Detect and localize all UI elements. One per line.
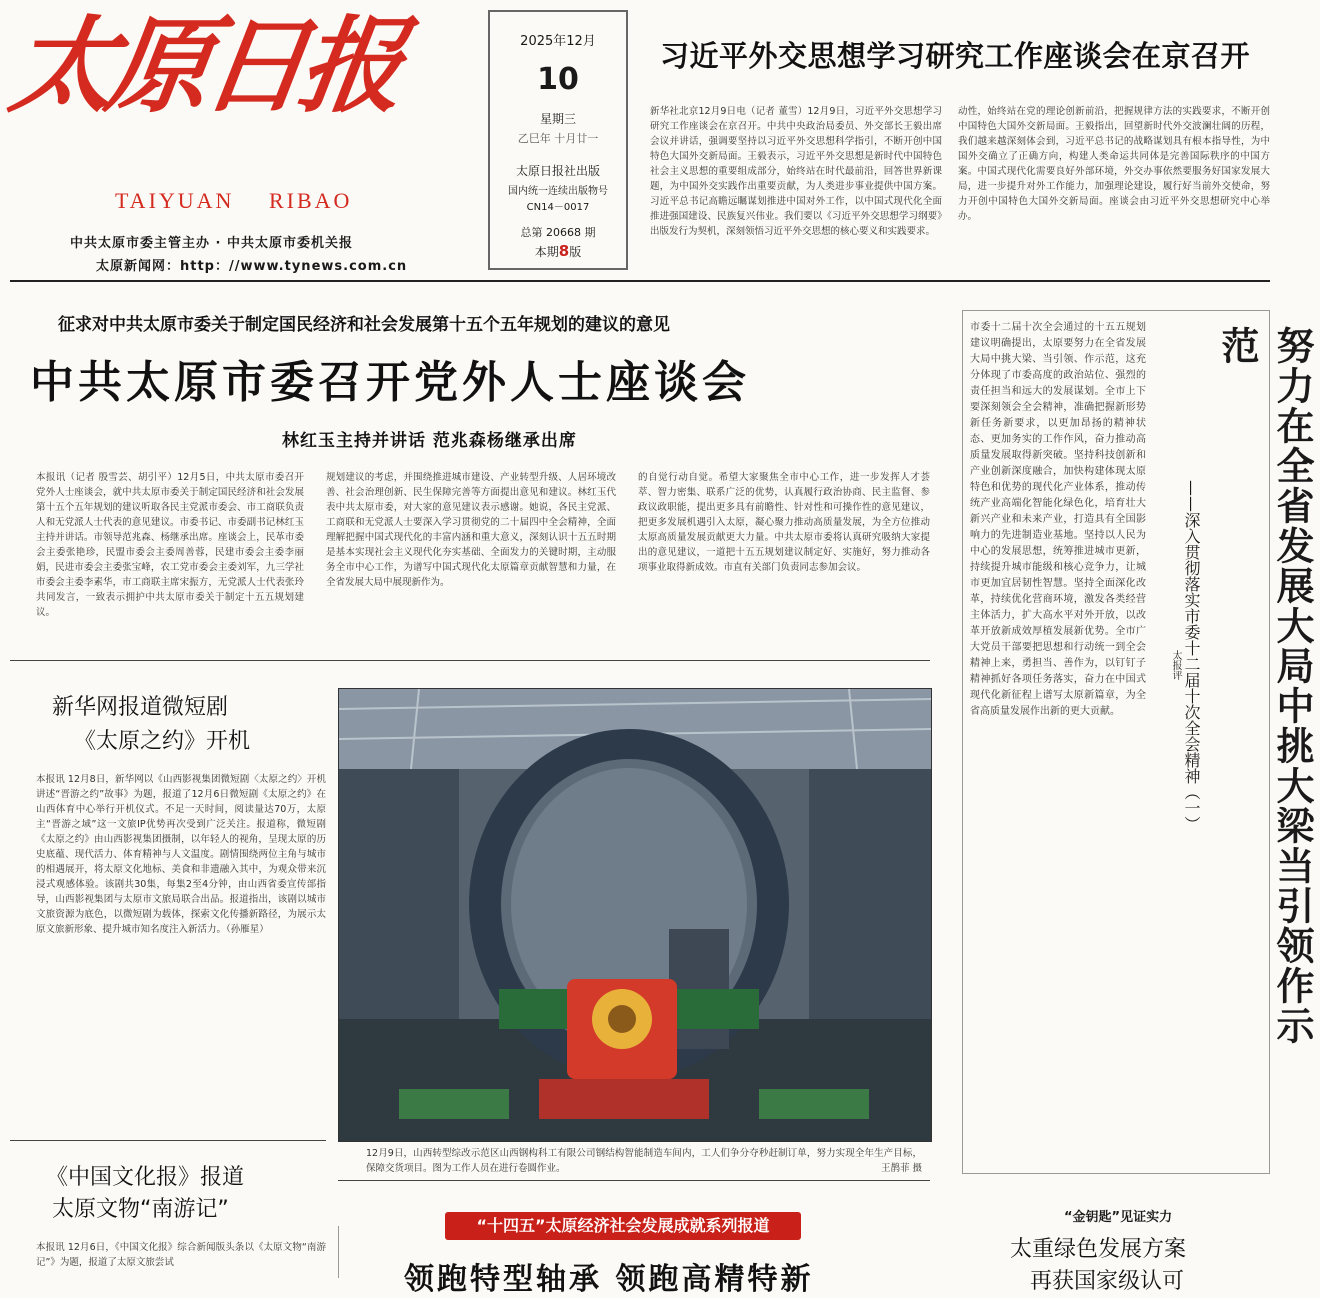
date-publisher: 太原日报社出版	[515, 164, 600, 178]
lead-subhead: 林红玉主持并讲话 范兆森杨继承出席	[282, 431, 577, 451]
masthead-latin: TAIYUAN RIBAO	[115, 188, 353, 213]
masthead-title: 太原日报	[3, 4, 405, 127]
top-story-col2: 动性，始终站在党的理论创新前沿，把握规律方法的实践要求，不断开创中国特色大国外交新局面。王毅指出，回望新时代外交波澜壮阔的历程，我们越来越深刻体会到，习近平总书记的战略谋划具有根本指导性，为中国外交确立了正确方向，构建人类命运共同体是完善国际秩序的中国方案。中国式现代化需要良好外部环境，外交办事依然要服务好国家发展大局，进一步提升对外工作能力，加强理论建设，履行好当前外交使命，努力开创中国特色大国外交新局面。座谈会由习近平外交思想研究中心举办。	[958, 106, 1270, 222]
culture-headline-line2: 太原文物“南游记”	[52, 1197, 229, 1222]
xinhua-headline-line1: 新华网报道微短剧	[52, 695, 229, 720]
culture-headline-line1: 《中国文化报》报道	[46, 1165, 245, 1190]
photo-rule	[338, 1180, 930, 1181]
lead-rule	[10, 660, 930, 661]
yaoyao-kicker: “金钥匙”见证实力	[1064, 1210, 1173, 1225]
xinhua-rule	[10, 1140, 326, 1141]
commentary-subhead: ——深入贯彻落实市委十二届十次全会精神（一）	[1182, 480, 1201, 832]
lead-headline: 中共太原市委召开党外人士座谈会	[30, 357, 750, 408]
commentary-headline: 努力在全省发展大局中挑大梁当引领作示范	[1215, 326, 1314, 1046]
xinhua-headline-line2: 《太原之约》开机	[74, 729, 251, 754]
date-issn-label: 国内统一连续出版物号	[508, 186, 608, 197]
masthead-rule	[10, 280, 1270, 282]
factory-photo-illustration	[339, 689, 931, 1141]
commentary-byline: 太报评	[1170, 650, 1181, 680]
top-story-headline: 习近平外交思想学习研究工作座谈会在京召开	[660, 39, 1251, 73]
date-day: 10	[537, 62, 579, 97]
lead-kicker: 征求对中共太原市委关于制定国民经济和社会发展第十五个五年规划的建议的意见	[58, 315, 670, 335]
date-lunar: 乙巳年 十月廿一	[517, 132, 599, 145]
yaoyao-headline-line1: 太重绿色发展方案	[1010, 1237, 1187, 1262]
photo-credit: 王鹊菲 摄	[880, 1163, 922, 1174]
date-box	[488, 10, 628, 270]
masthead-host: 中共太原市委主管主办 · 中共太原市委机关报	[70, 236, 353, 251]
culture-body: 本报讯 12月6日，《中国文化报》综合新闻版头条以《太原文物“南游记”》为题，报道了太原文旅尝试	[36, 1242, 326, 1268]
lead-col2: 规划建议的考虑，并围绕推进城市建设、产业转型升级、人居环境改善、社会治理创新、民生保障完善等方面提出意见和建议。林红玉代表中共太原市委，对大家的意见建议表示感谢。她说，各民主党派、工商联和无党派人士要深入学习贯彻党的二十届四中全会精神，全面理解把握中国式现代化的丰富内涵和重大意义，深刻认识十五五时期是基本实现社会主义现代化夯实基础、全面发力的关键时期，主动服务全市中心工作，为谱写中国式现代化太原篇章贡献智慧和力量，在全省发展大局中展现新作为。	[326, 472, 616, 588]
banner-divider	[338, 1226, 355, 1278]
date-cn: CN14－0017	[526, 202, 590, 213]
bottom-teaser: 领跑特型轴承 领跑高精特新	[404, 1262, 814, 1297]
date-year-month: 2025年12月	[520, 34, 596, 49]
xinhua-body: 本报讯 12月8日，新华网以《山西影视集团微短剧〈太原之约〉开机 讲述“晋游之约”故事》为题，报道了12月6日微短剧《太原之约》在山西体育中心举行开机仪式。不足一天时间，阅读量达70万，太原主“晋游之域”这一文旅IP优势再次受到广泛关注。报道称，微短剧《太原之约》由山西影视集团摄制，以年轻人的视角，呈现太原的历史底蕴、现代活力、体育精神与人文温度。剧情围绕两位主角与城市的相遇展开，将太原文化地标、美食和非遗融入其中，为观众带来沉浸式观感体验。该剧共30集，每集2至4分钟，由山西省委宣传部指导，山西影视集团与太原市文旅局联合出品。报道指出，该剧以城市文旅资源为底色，以微短剧为载体，探索文化传播新路径，为展示太原文旅新形象、提升城市知名度注入新活力。（孙雁星）	[36, 774, 326, 935]
series-banner: “十四五”太原经济社会发展成就系列报道	[445, 1212, 801, 1240]
date-weekday: 星期三	[539, 112, 576, 126]
lead-col1: 本报讯（记者 殷雪芸、胡引平）12月5日，中共太原市委召开党外人士座谈会，就中共太原市委关于制定国民经济和社会发展第十五个五年规划的建议听取各民主党派市委会、市工商联负责人和无党派人士代表的意见建议。市委书记、市委副书记林红玉主持并讲话。市领导范兆森、杨继承出席。座谈会上，民革市委会主委张艳珍，民盟市委会主委周善蓉，民建市委会主委李丽娟，民进市委会主委张宝峰，农工党市委会主委刘军，九三学社市委会主委李素华，市工商联主席宋振方，无党派人士代表张玲共同发言，一致表示拥护中共太原市委关于制定十五五规划建议。	[36, 472, 304, 618]
top-story-col1: 新华社北京12月9日电（记者 董雪）12月9日，习近平外交思想学习研究工作座谈会在京召开。中共中央政治局委员、外交部长王毅出席会议并讲话，强调要坚持以习近平外交思想科学指引，不断开创中国特色大国外交新局面。王毅表示，习近平外交思想是新时代中国特色社会主义思想的重要组成部分，始终站在时代最前沿，回答世界新课题，为中国外交实践作出重要贡献，为人类进步事业提供中国方案。习近平总书记高瞻远瞩谋划推进中国对外工作，以中国式现代化全面推进强国建设、民族复兴伟业。我们要以《习近平外交思想学习纲要》出版发行为契机，深刻领悟习近平外交思想的核心要义和实践要求。	[650, 106, 942, 237]
date-pages: 本期8版	[534, 242, 582, 260]
lead-col3: 的自觉行动自觉。希望大家聚焦全市中心工作，进一步发挥人才荟萃、智力密集、联系广泛的优势，认真履行政治协商、民主监督、参政议政职能，提出更多具有前瞻性、针对性和可操作性的意见建议，把更多发展机遇引入太原，凝心聚力推动高质量发展，为全方位推动太原高质量发展贡献更大力量。中共太原市委将认真研究吸纳大家提出的意见建议，一道把十五五规划建议制定好、实施好，努力推动各项事业取得新成效。市直有关部门负责同志参加会议。	[638, 472, 930, 573]
masthead-website: 太原新闻网：http：//www.tynews.com.cn	[96, 259, 408, 274]
date-issue: 总第 20668 期	[520, 226, 596, 239]
yaoyao-headline-line2: 再获国家级认可	[1030, 1269, 1185, 1294]
photo-caption: 12月9日，山西转型综改示范区山西钢构科工有限公司钢结构智能制造车间内，工人们争分夺秒赶制订单，努力实现全年生产目标，保障交货项目。图为工作人员在进行卷圆作业。 王鹊菲 摄	[366, 1148, 922, 1174]
factory-photo	[338, 688, 932, 1142]
commentary-body: 市委十二届十次全会通过的十五五规划建议明确提出，太原要努力在全省发展大局中挑大梁、当引领、作示范，这充分体现了市委高度的政治站位、强烈的责任担当和远大的发展谋划。全市上下要深刻领会全会精神，准确把握新形势新任务新要求，以更加昂扬的精神状态、更加务实的工作作风，奋力推动高质量发展取得新突破。坚持科技创新和产业创新深度融合，加快构建体现太原特色和优势的现代化产业体系，推动传统产业高端化智能化绿色化，培育壮大新兴产业和未来产业，打造具有全国影响力的先进制造业基地。坚持以人民为中心的发展思想，统筹推进城市更新，持续提升城市能级和核心竞争力，让城市更加宜居韧性智慧。坚持全面深化改革，持续优化营商环境，激发各类经营主体活力，扩大高水平对外开放，以改革开放新成效厚植发展新优势。全市广大党员干部要把思想和行动统一到全会精神上来，勇担当、善作为，以钉钉子精神抓好各项任务落实，奋力在中国式现代化新征程上谱写太原新篇章，为全省高质量发展作出新的更大贡献。	[970, 322, 1146, 717]
